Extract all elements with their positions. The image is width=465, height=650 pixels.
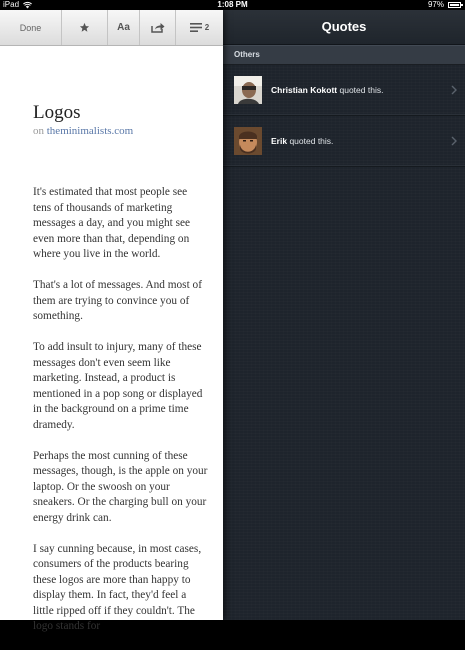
carrier-label: iPad xyxy=(3,0,20,9)
paragraph: Perhaps the most cunning of these messages, though, is the apple on your laptop. Or the swoosh on your sneakers. Or the charging bull on your energy drink can. xyxy=(33,449,208,524)
paragraph: I say cunning because, in most cases, consumers of the products bearing these logos are more than happy to display them. In fact, they'd feel a little ripped off if they couldn't. The logo stands for xyxy=(33,542,202,632)
battery-fill xyxy=(450,4,459,6)
quotes-title: Quotes xyxy=(223,10,465,45)
favorite-button[interactable] xyxy=(62,10,108,45)
article-pane xyxy=(0,10,223,632)
avatar xyxy=(234,127,262,155)
source-link[interactable]: theminimalists.com xyxy=(46,125,134,137)
status-bar xyxy=(0,0,465,10)
quote-count: 2 xyxy=(204,23,210,32)
chevron-right-icon xyxy=(450,136,458,146)
article-source xyxy=(33,125,133,137)
quote-action: quoted this. xyxy=(339,85,384,95)
source-prefix: on xyxy=(33,125,44,137)
quoter-name: Christian Kokott xyxy=(271,85,338,95)
quote-text xyxy=(271,116,333,166)
quote-row[interactable] xyxy=(223,65,465,116)
done-button[interactable]: Done xyxy=(0,10,62,45)
article-title: Logos xyxy=(33,102,81,123)
quotes-list-button[interactable] xyxy=(176,10,223,45)
quoter-name: Erik xyxy=(271,136,288,146)
paragraph: To add insult to injury, many of these messages don't even seem like marketing. Instead, a product is mentioned in a pop song or displayed in the background on a prime time dramedy. xyxy=(33,341,203,431)
battery-percent: 97% xyxy=(427,0,444,9)
quotes-pane xyxy=(223,10,465,620)
quote-action: quoted this. xyxy=(289,136,334,146)
paragraph: It's estimated that most people see tens of thousands of marketing messages a day, and you might see even more than that, depending on where you live in the world. xyxy=(33,186,191,260)
share-button[interactable] xyxy=(140,10,176,45)
share-icon xyxy=(151,22,165,33)
star-icon xyxy=(79,22,90,33)
section-header-others: Others xyxy=(223,45,465,65)
clock: 1:08 PM xyxy=(217,0,248,9)
quote-text xyxy=(271,65,383,115)
avatar-image xyxy=(234,127,262,155)
font-settings-button[interactable]: Aa xyxy=(108,10,140,45)
quote-row[interactable] xyxy=(223,116,465,167)
reader-toolbar xyxy=(0,10,223,46)
article-body xyxy=(33,185,208,650)
chevron-right-icon xyxy=(450,85,458,95)
avatar-image xyxy=(234,76,262,104)
paragraph: That's a lot of messages. And most of them are trying to convince you of something. xyxy=(33,279,202,322)
avatar xyxy=(234,76,262,104)
battery-icon xyxy=(448,2,461,8)
list-icon xyxy=(190,23,202,32)
